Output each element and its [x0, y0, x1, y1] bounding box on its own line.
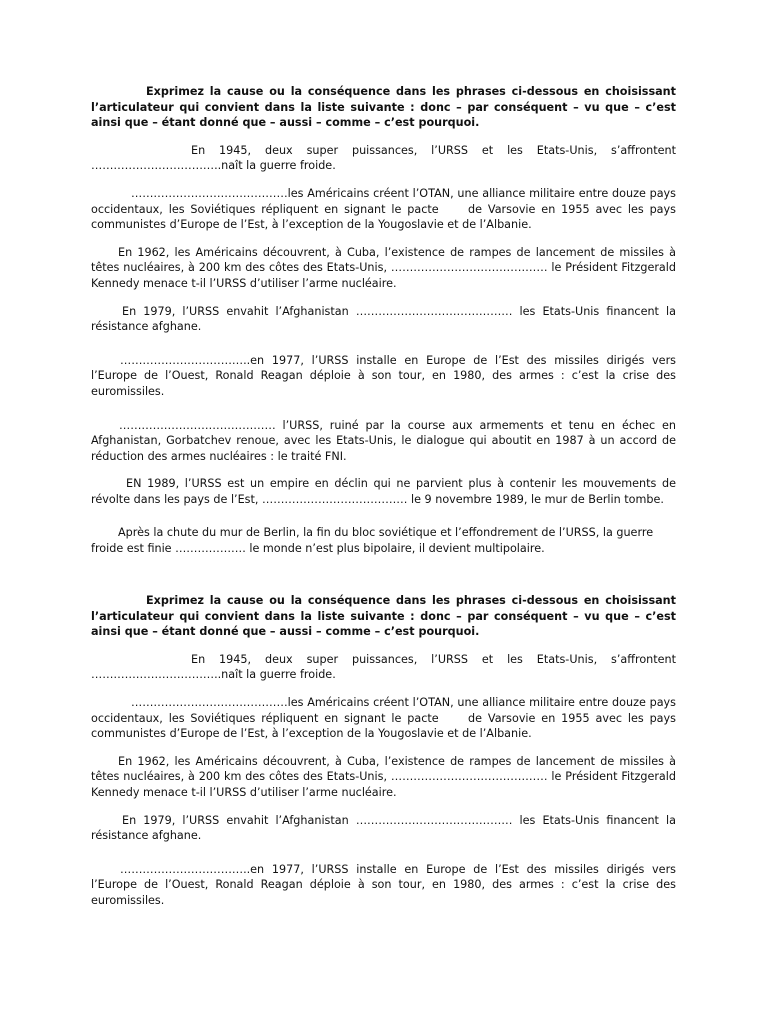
exercise-section-1 [91, 84, 680, 569]
exercise-sentence: En 1979, l’URSS envahit l’Afghanistan …………………………………… les Etats-Unis financent la résistance afghane. [91, 304, 680, 334]
exercise-instruction: Exprimez la cause ou la conséquence dans les phrases ci-dessous en choisissant l’articulateur qui convient dans la liste suivante : donc – par conséquent – vu que – c’est ainsi que – étant donné que – aussi – comme – c’est pourquoi. [91, 594, 676, 639]
exercise-sentence: En 1945, deux super puissances, l’URSS et les Etats-Unis, s’affrontent ……………………………..naît la guerre froide. [91, 652, 680, 682]
exercise-sentence: ……………………………..en 1977, l’URSS installe en Europe de l’Est des missiles dirigés vers l’Europe de l’Ouest, Ronald Reagan déploie à son tour, en 1980, des armes : c’est la crise des euromissiles. [91, 353, 680, 398]
exercise-sentence: En 1962, les Américains découvrent, à Cuba, l’existence de rampes de lancement de missiles à têtes nucléaires, à 200 km des côtes des Etats-Unis, …………………………………… le Président Fitzgerald Kennedy menace t-il l’URSS d’utiliser l’arme nucléaire. [91, 754, 680, 799]
exercise-sentence: ……………………………..en 1977, l’URSS installe en Europe de l’Est des missiles dirigés vers l’Europe de l’Ouest, Ronald Reagan déploie à son tour, en 1980, des armes : c’est la crise des euromissiles. [91, 862, 680, 907]
exercise-sentence: En 1945, deux super puissances, l’URSS et les Etats-Unis, s’affrontent ……………………………..naît la guerre froide. [91, 143, 680, 173]
exercise-sentence: Après la chute du mur de Berlin, la fin du bloc soviétique et l’effondrement de l’URSS, la guerre froide est finie ………………. le monde n’est plus bipolaire, il devient multipolaire. [91, 526, 657, 556]
exercise-sentence: En 1962, les Américains découvrent, à Cuba, l’existence de rampes de lancement de missiles à têtes nucléaires, à 200 km des côtes des Etats-Unis, …………………………………… le Président Fitzgerald Kennedy menace t-il l’URSS d’utiliser l’arme nucléaire. [91, 245, 680, 290]
exercise-sentence: EN 1989, l’URSS est un empire en déclin qui ne parvient plus à contenir les mouvements de révolte dans les pays de l’Est, ………………………………… le 9 novembre 1989, le mur de Berlin tombe. [91, 477, 680, 506]
exercise-sentence: ……………………………………les Américains créent l’OTAN, une alliance militaire entre douze pays occidentaux, les Soviétiques répliquent en signant le pacte de Varsovie en 1955 avec les pays communistes d’Europe de l’Est, à l’exception de la Yougoslavie et de l’Albanie. [91, 695, 680, 741]
exercise-sentence: ……………………………………les Américains créent l’OTAN, une alliance militaire entre douze pays occidentaux, les Soviétiques répliquent en signant le pacte de Varsovie en 1955 avec les pays communistes d’Europe de l’Est, à l’exception de la Yougoslavie et de l’Albanie. [91, 186, 680, 232]
exercise-sentence: En 1979, l’URSS envahit l’Afghanistan …………………………………… les Etats-Unis financent la résistance afghane. [91, 813, 680, 843]
exercise-section-2 [91, 593, 680, 921]
exercise-instruction: Exprimez la cause ou la conséquence dans les phrases ci-dessous en choisissant l’articulateur qui convient dans la liste suivante : donc – par conséquent – vu que – c’est ainsi que – étant donné que – aussi – comme – c’est pourquoi. [91, 85, 676, 130]
exercise-sentence: …………………………………… l’URSS, ruiné par la course aux armements et tenu en échec en Afghanistan, Gorbatchev renoue, avec les Etats-Unis, le dialogue qui aboutit en 1987 à un accord de réduction des armes nucléaires : le traité FNI. [91, 418, 680, 463]
